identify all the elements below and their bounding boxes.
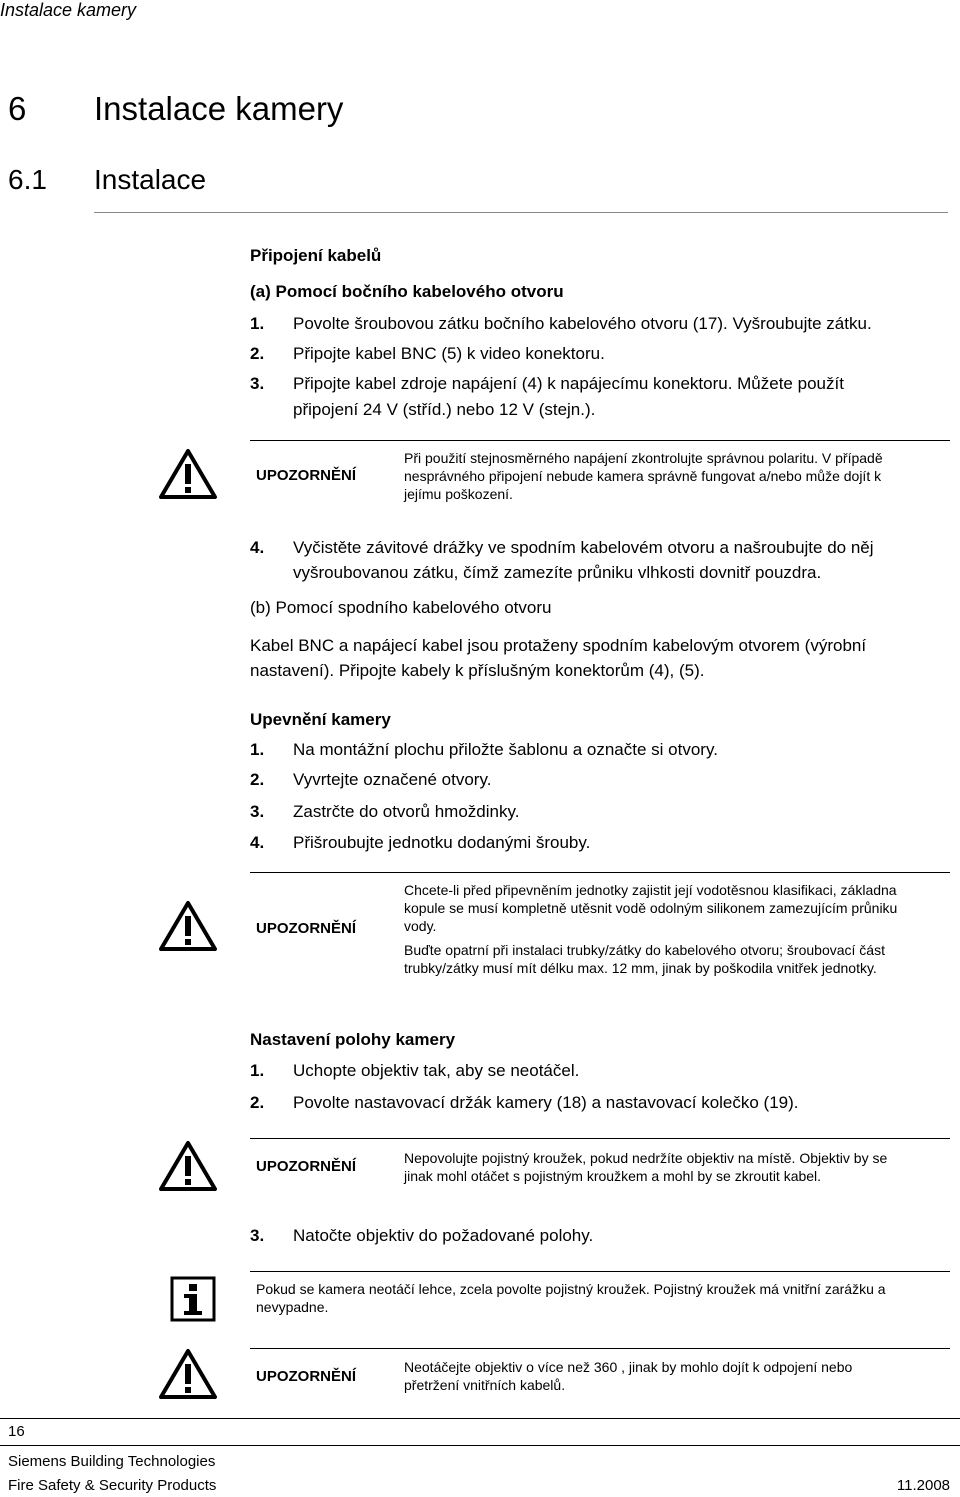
step-4-line1: Vyčistěte závitové drážky ve spodním kabelovém otvoru a našroubujte do něj [293,538,874,557]
footer-rule-bottom [0,1445,960,1446]
side-opening-title: (a) Pomocí bočního kabelového otvoru [250,282,564,301]
warning-2-rule [250,872,950,873]
footer-rule-top [0,1418,960,1419]
section-rule [94,212,948,213]
info-line2: nevypadne. [256,1299,329,1315]
warning-2-p2-line1: Buďte opatrní při instalaci trubky/zátky do kabelového otvoru; šroubovací část [404,942,885,958]
section-title: Instalace [94,164,207,195]
side-step-1-text: Povolte šroubovou zátku bočního kabelového otvoru (17). Vyšroubujte zátku. [293,314,872,333]
mount-step-3-num: 3. [250,802,265,821]
warning-2-label: UPOZORNĚNÍ [256,920,357,937]
pos-step-1-num: 1. [250,1061,265,1080]
info-rule [250,1271,950,1272]
warning-3-line2: jinak mohl otáčet s pojistným kroužkem a mohl by se zkroutit kabel. [404,1168,822,1184]
warning-3-label: UPOZORNĚNÍ [256,1158,357,1175]
pos-step-3-num: 3. [250,1226,265,1245]
mount-step-4-text: Přišroubujte jednotku dodanými šrouby. [293,833,591,852]
info-icon [170,1276,216,1322]
mount-step-4-num: 4. [250,833,265,852]
mount-step-1-num: 1. [250,740,265,759]
step-4-line2: vyšroubovanou zátku, čímž zamezíte průniku vlhkosti dovnitř pouzdra. [293,563,822,582]
warning-2-p1-line1: Chcete-li před připevněním jednotky zajistit její vodotěsnou klasifikaci, základna [404,882,897,898]
running-header: Instalace kamery [0,0,137,20]
side-step-2-text: Připojte kabel BNC (5) k video konektoru. [293,344,605,363]
pos-step-1-text: Uchopte objektiv tak, aby se neotáčel. [293,1061,580,1080]
mount-step-3-text: Zastrčte do otvorů hmoždinky. [293,802,520,821]
warning-2-p1-line2: kopule se musí kompletně utěsnit vodě odolným silikonem zamezujícím průniku [404,900,898,916]
page-number: 16 [8,1423,25,1440]
cables-title: Připojení kabelů [250,246,382,265]
warning-3-line1: Nepovolujte pojistný kroužek, pokud nedržíte objektiv na místě. Objektiv by se [404,1150,888,1166]
side-step-3-num: 3. [250,374,265,393]
info-line1: Pokud se kamera neotáčí lehce, zcela povolte pojistný kroužek. Pojistný kroužek má vnitřní zarážku a [256,1281,886,1297]
warning-1-line1: Při použití stejnosměrného napájení zkontrolujte správnou polaritu. V případě [404,450,883,466]
footer-division: Fire Safety & Security Products [8,1477,217,1494]
warning-4-line2: přetržení vnitřních kabelů. [404,1377,566,1393]
bottom-opening-line2: nastavení). Připojte kabely k příslušným konektorům (4), (5). [250,661,705,680]
chapter-title: Instalace kamery [94,90,344,127]
chapter-number: 6 [8,90,27,127]
footer-date: 11.2008 [896,1477,950,1494]
warning-1-line3: jejímu poškození. [404,486,513,502]
side-step-3-text-line1: Připojte kabel zdroje napájení (4) k napájecímu konektoru. Můžete použít [293,374,844,393]
pos-step-2-text: Povolte nastavovací držák kamery (18) a nastavovací kolečko (19). [293,1093,799,1112]
warning-4-label: UPOZORNĚNÍ [256,1368,357,1385]
pos-step-3-text: Natočte objektiv do požadované polohy. [293,1226,594,1245]
footer-company: Siemens Building Technologies [8,1453,216,1470]
warning-4-line1: Neotáčejte objektiv o více než 360 , jinak by mohlo dojít k odpojení nebo [404,1359,853,1375]
bottom-opening-title: (b) Pomocí spodního kabelového otvoru [250,598,552,617]
side-step-1-num: 1. [250,314,265,333]
mount-step-1-text: Na montážní plochu přiložte šablonu a označte si otvory. [293,740,718,759]
position-title: Nastavení polohy kamery [250,1030,456,1049]
pos-step-2-num: 2. [250,1093,265,1112]
warning-triangle-icon [158,448,218,500]
warning-4-rule [250,1348,950,1349]
mount-step-2-text: Vyvrtejte označené otvory. [293,770,492,789]
mount-step-2-num: 2. [250,770,265,789]
warning-1-line2: nesprávného připojení nebude kamera správně fungovat a/nebo může dojít k [404,468,882,484]
warning-3-rule [250,1138,950,1139]
warning-triangle-icon [158,1140,218,1192]
warning-triangle-icon [158,1348,218,1400]
step-4-num: 4. [250,538,265,557]
side-step-2-num: 2. [250,344,265,363]
section-number: 6.1 [8,164,47,195]
warning-1-rule [250,440,950,441]
mounting-title: Upevnění kamery [250,710,391,729]
warning-1-label: UPOZORNĚNÍ [256,467,357,484]
warning-2-p2-line2: trubky/zátky musí mít délku max. 12 mm, jinak by poškodila vnitřek jednotky. [404,960,877,976]
bottom-opening-line1: Kabel BNC a napájecí kabel jsou protaženy spodním kabelovým otvorem (výrobní [250,636,867,655]
warning-2-p1-line3: vody. [404,918,437,934]
side-step-3-text-line2: připojení 24 V (stříd.) nebo 12 V (stejn.). [293,400,596,419]
warning-triangle-icon [158,900,218,952]
